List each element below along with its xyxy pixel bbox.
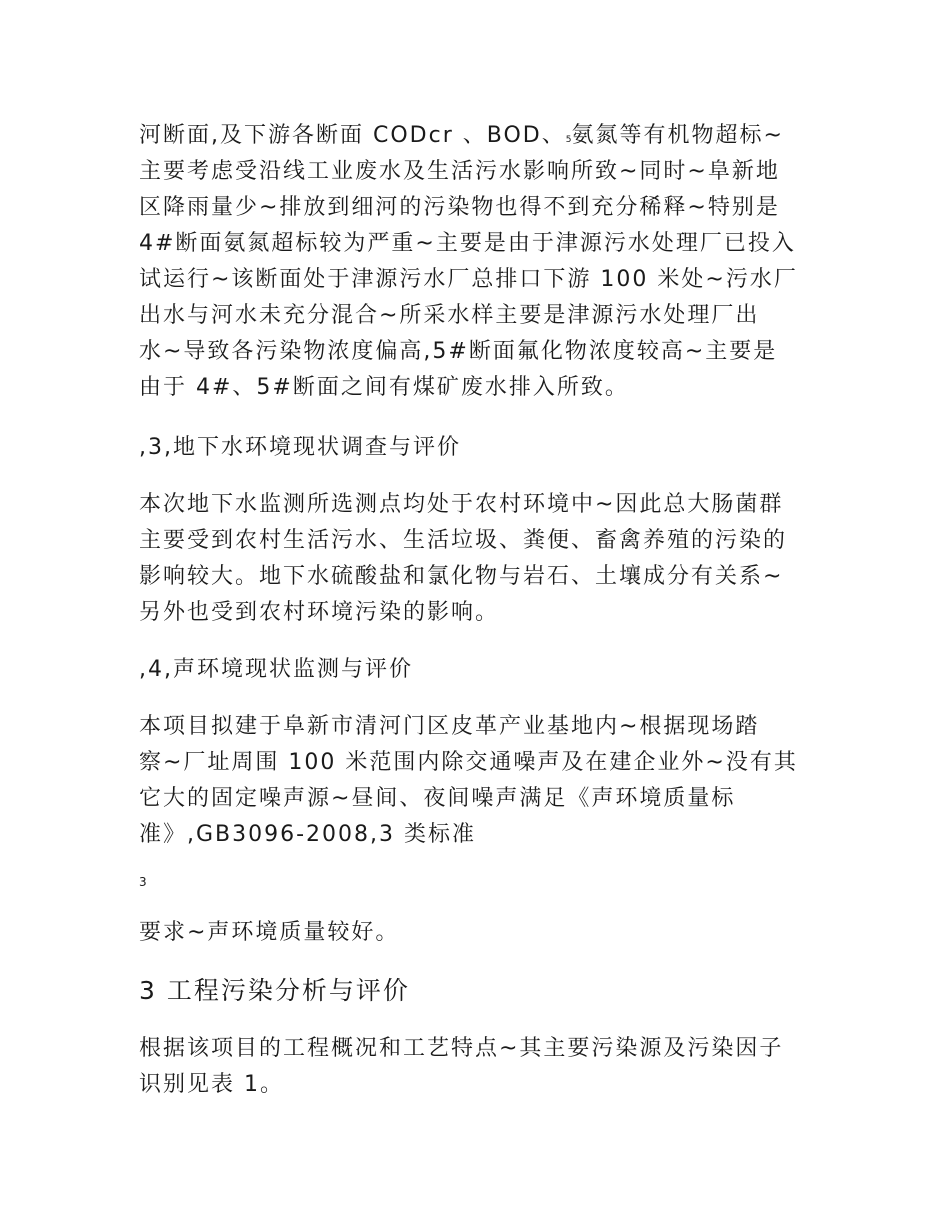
page-number: 3 xyxy=(139,875,147,889)
paragraph-line: 出水与河水未充分混合~所采水样主要是津源污水处理厂出 xyxy=(139,303,760,328)
paragraph-line: 区降雨量少~排放到细河的污染物也得不到充分稀释~特别是 xyxy=(139,195,780,220)
chapter-heading: 3 工程污染分析与评价 xyxy=(139,976,410,1005)
paragraph-line: 4#断面氨氮超标较为严重~主要是由于津源污水处理厂已投入 xyxy=(139,231,796,256)
paragraph-line: 主要考虑受沿线工业废水及生活污水影响所致~同时~阜新地 xyxy=(139,159,780,184)
paragraph-line: 准》,GB3096-2008,3 类标准 xyxy=(139,822,477,847)
paragraph-line: 河断面,及下游各断面 CODcr 、BOD、5氨氮等有机物超标~ xyxy=(139,123,784,148)
paragraph-line: 本次地下水监测所选测点均处于农村环境中~因此总大肠菌群 xyxy=(139,492,784,517)
paragraph-line: 识别见表 1。 xyxy=(139,1072,284,1097)
document-page xyxy=(139,0,819,1230)
paragraph-line: 要求~声环境质量较好。 xyxy=(139,920,400,945)
section-heading-noise: ,4,声环境现状监测与评价 xyxy=(139,657,413,682)
subscript-5: 5 xyxy=(565,135,572,145)
paragraph-line: 另外也受到农村环境污染的影响。 xyxy=(139,600,500,625)
paragraph-line: 由于 4#、5#断面之间有煤矿废水排入所致。 xyxy=(139,375,629,400)
paragraph-line: 水~导致各污染物浓度偏高,5#断面氟化物浓度较高~主要是 xyxy=(139,339,778,364)
paragraph-line: 它大的固定噪声源~昼间、夜间噪声满足《声环境质量标 xyxy=(139,786,736,811)
paragraph-line: 根据该项目的工程概况和工艺特点~其主要污染源及污染因子 xyxy=(139,1036,784,1061)
paragraph-line: 本项目拟建于阜新市清河门区皮革产业基地内~根据现场踏 xyxy=(139,714,760,739)
paragraph-line: 影响较大。地下水硫酸盐和氯化物与岩石、土壤成分有关系~ xyxy=(139,564,784,589)
section-heading-groundwater: ,3,地下水环境现状调查与评价 xyxy=(139,435,461,460)
paragraph-line: 察~厂址周围 100 米范围内除交通噪声及在建企业外~没有其 xyxy=(139,750,798,775)
paragraph-line: 主要受到农村生活污水、生活垃圾、粪便、畜禽养殖的污染的 xyxy=(139,528,788,553)
paragraph-line: 试运行~该断面处于津源污水厂总排口下游 100 米处~污水厂 xyxy=(139,267,798,292)
